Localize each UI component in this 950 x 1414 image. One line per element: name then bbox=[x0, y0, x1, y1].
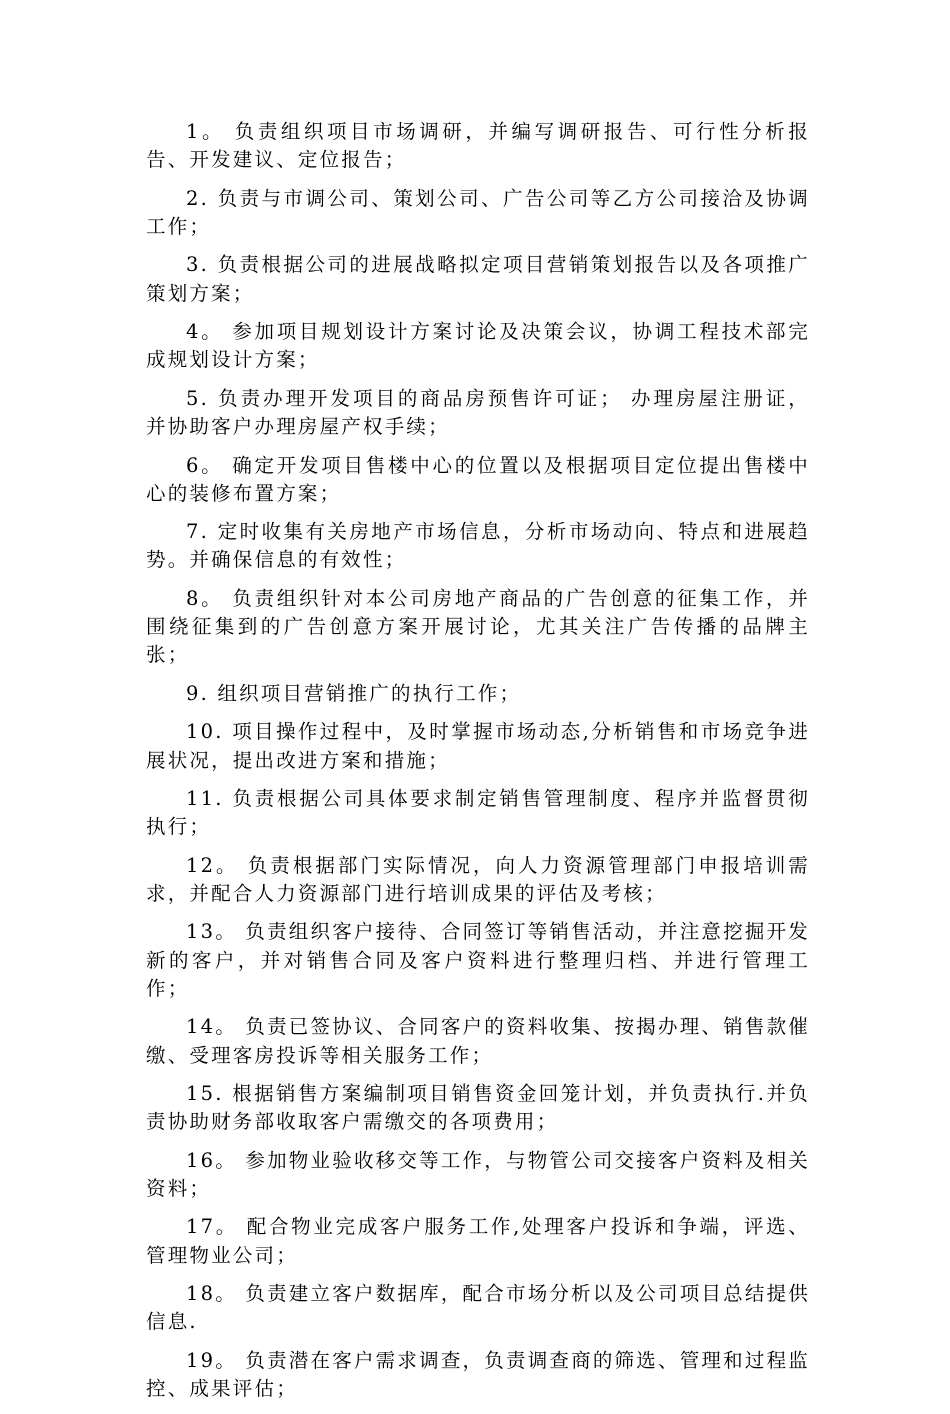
list-item: 18。 负责建立客户数据库，配合市场分析以及公司项目总结提供信息. bbox=[146, 1282, 810, 1334]
responsibility-list bbox=[146, 118, 810, 1414]
list-item: 11. 负责根据公司具体要求制定销售管理制度、程序并监督贯彻执行； bbox=[146, 787, 810, 839]
list-item: 4。 参加项目规划设计方案讨论及决策会议，协调工程技术部完成规划设计方案； bbox=[146, 320, 810, 372]
list-item: 17。 配合物业完成客户服务工作,处理客户投诉和争端，评选、管理物业公司； bbox=[146, 1215, 810, 1267]
list-item: 9. 组织项目营销推广的执行工作； bbox=[186, 681, 522, 705]
list-item: 3. 负责根据公司的进展战略拟定项目营销策划报告以及各项推广策划方案； bbox=[146, 253, 810, 305]
list-item: 13。 负责组织客户接待、合同签订等销售活动，并注意挖掘开发新的客户，并对销售合同及客户资料进行整理归档、并进行管理工作； bbox=[146, 920, 810, 1000]
list-item: 8。 负责组织针对本公司房地产商品的广告创意的征集工作，并围绕征集到的广告创意方案开展讨论，尤其关注广告传播的品牌主张； bbox=[146, 586, 810, 667]
list-item: 12。 负责根据部门实际情况，向人力资源管理部门申报培训需求，并配合人力资源部门进行培训成果的评估及考核； bbox=[146, 853, 810, 905]
list-item: 15. 根据销售方案编制项目销售资金回笼计划，并负责执行.并负责协助财务部收取客户需缴交的各项费用； bbox=[146, 1082, 810, 1134]
list-item: 5. 负责办理开发项目的商品房预售许可证； 办理房屋注册证，并协助客户办理房屋产权手续； bbox=[146, 386, 810, 439]
list-item: 1。 负责组织项目市场调研，并编写调研报告、可行性分析报告、开发建议、定位报告； bbox=[146, 120, 810, 172]
list-item: 16。 参加物业验收移交等工作，与物管公司交接客户资料及相关资料； bbox=[146, 1148, 810, 1200]
list-item: 6。 确定开发项目售楼中心的位置以及根据项目定位提出售楼中心的装修布置方案； bbox=[146, 453, 810, 505]
list-item: 19。 负责潜在客户需求调查，负责调查商的筛选、管理和过程监控、成果评估； bbox=[146, 1348, 810, 1401]
list-item: 14。 负责已签协议、合同客户的资料收集、按揭办理、销售款催缴、受理客房投诉等相关服务工作； bbox=[146, 1015, 810, 1067]
list-item: 10. 项目操作过程中，及时掌握市场动态,分析销售和市场竞争进展状况，提出改进方案和措施； bbox=[146, 720, 810, 772]
list-item: 2. 负责与市调公司、策划公司、广告公司等乙方公司接洽及协调工作； bbox=[146, 186, 810, 238]
list-item: 7. 定时收集有关房地产市场信息，分析市场动向、特点和进展趋势。并确保信息的有效性； bbox=[146, 520, 810, 572]
